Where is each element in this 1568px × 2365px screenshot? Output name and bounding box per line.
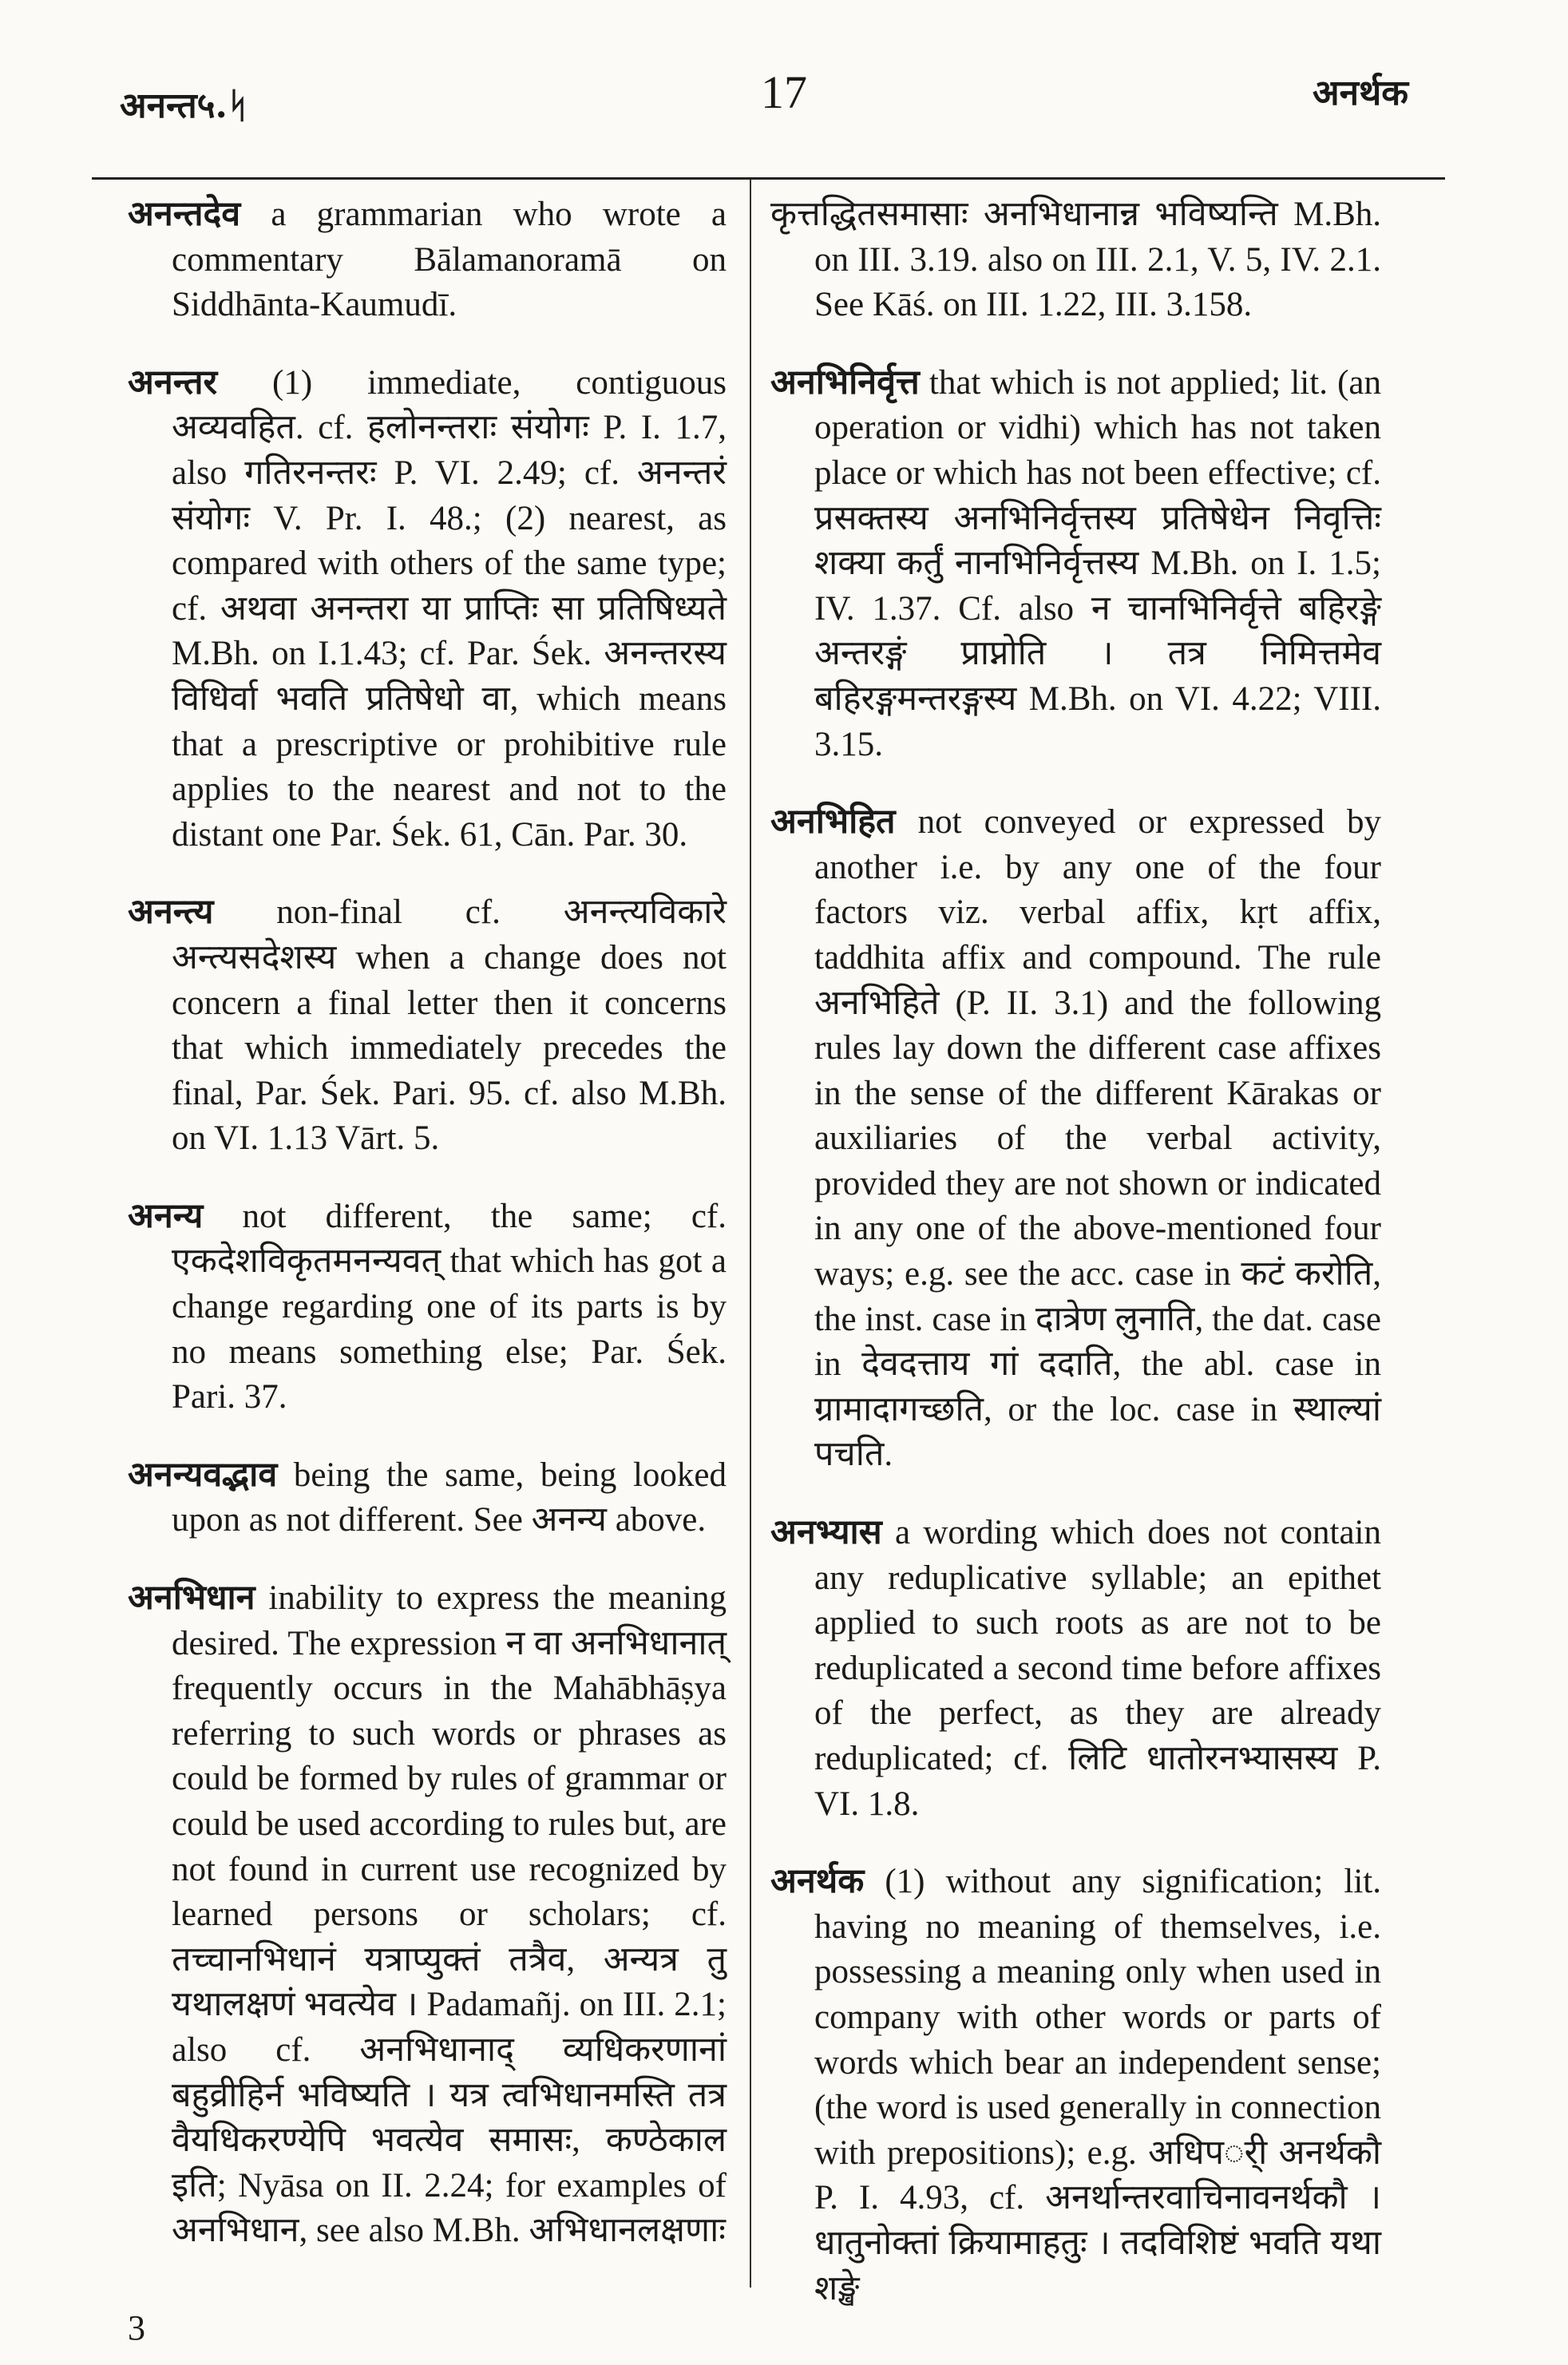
entry-headword: अनन्यवद्भाव	[128, 1454, 278, 1495]
entry-headword: अनभ्यास	[770, 1512, 882, 1553]
dictionary-entry	[128, 360, 727, 858]
signature-mark: 3	[128, 2308, 145, 2347]
entry-definition: non-final cf. अनन्त्यविकारे अन्त्यसदेशस्य when a change does not concern a final letter then it concerns that which immediately precedes the final, Par. Śek. Pari. 95. cf. also M.Bh. on VI. 1.13 Vārt. 5.	[172, 893, 727, 1158]
entry-definition: that which is not applied; lit. (an operation or vidhi) which has not taken place or which has not been effective; cf. प्रसक्तस्य अनभिनिर्वृत्तस्य प्रतिषेधेन निवृत्तिः शक्या कर्तुं नानभिनिर्वृत्तस्य M.Bh. on I. 1.5; IV. 1.37. Cf. also न चानभिनिर्वृत्ते बहिरङ्गे अन्तरङ्गं प्राप्नोति । तत्र निमित्तमेव बहिरङ्गमन्तरङ्गस्य M.Bh. on VI. 4.22; VIII. 3.15.	[814, 363, 1381, 763]
entry-headword: अनभिनिर्वृत्त	[770, 362, 920, 402]
entry-definition: कृत्तद्धितसमासाः अनभिधानान्न भविष्यन्ति M.Bh. on III. 3.19. also on III. 2.1, V. 5, IV. 2.1. See Kāś. on III. 1.22, III. 3.158.	[770, 196, 1381, 324]
entry-definition: (1) without any signification; lit. having no meaning of themselves, i.e. possessing a meaning only when used in company with other words or parts of words which bear an independent sense; (the word is used generally in connection with prepositions); e.g. अधिपर्ी अनर्थकौ P. I. 4.93, cf. अनर्थान्तरवाचिनावनर्थकौ । धातुनोक्तां क्रियामाहतुः । तदविशिष्टं भवति यथा शङ्खे	[814, 1863, 1381, 2308]
dictionary-entry-continued	[770, 192, 1381, 328]
entry-definition: (1) immediate, contiguous अव्यवहित. cf. हलोनन्तराः संयोगः P. I. 1.7, also गतिरनन्तरः P. VI. 2.49; cf. अनन्तरं संयोगः V. Pr. I. 48.; (2) nearest, as compared with others of the same type; cf. अथवा अनन्तरा या प्राप्तिः सा प्रतिषिध्यते M.Bh. on I.1.43; cf. Par. Śek. अनन्तरस्य विधिर्वा भवति प्रतिषेधो वा, which means that a prescriptive or prohibitive rule applies to the nearest and not to the distant one Par. Śek. 61, Cān. Par. 30.	[172, 363, 727, 854]
entry-definition: not different, the same; cf. एकदेशविकृतमनन्यवत् that which has got a change regarding one of its parts is by no means something else; Par. Śek. Pari. 37.	[172, 1197, 727, 1416]
dictionary-entry	[770, 360, 1381, 767]
right-column	[770, 192, 1381, 2343]
entry-definition: a grammarian who wrote a commentary Bālamanoramā on Siddhānta-Kaumudī.	[172, 196, 727, 324]
column-divider	[750, 180, 751, 2288]
entry-headword: अनभिधान	[128, 1578, 255, 1618]
entry-headword: अनन्त्य	[128, 892, 214, 933]
page-number: 17	[761, 66, 807, 118]
entry-definition: not conveyed or expressed by another i.e. by any one of the four factors viz. verbal affix, kṛt affix, taddhita affix and compound. The rule अनभिहिते (P. II. 3.1) and the following rules lay down the different case affixes in the sense of the different Kārakas or auxiliaries of the verbal activity, provided they are not shown or indicated in any one of the above-mentioned four ways; e.g. see the acc. case in कटं करोति, the inst. case in दात्रेण लुनाति, the dat. case in देवदत्ताय गां ददाति, the abl. case in ग्रामादागच्छति, or the loc. case in स्थाल्यां पचति.	[814, 803, 1381, 1474]
header-rule	[92, 177, 1445, 180]
running-header	[0, 0, 1568, 184]
right-running-head: अनर्थक	[1313, 73, 1408, 113]
dictionary-entry	[770, 1859, 1381, 2312]
entry-headword: अनर्थक	[770, 1861, 865, 1902]
dictionary-entry	[770, 799, 1381, 1478]
left-column	[128, 192, 727, 2286]
dictionary-entry	[128, 1575, 727, 2254]
entry-definition: a wording which does not contain any reduplicative syllable; an epithet applied to such roots as are not to be reduplicated a second time before affixes of the perfect, as they are already reduplicated; cf. लिटि धातोरनभ्यासस्य P. VI. 1.8.	[814, 1514, 1382, 1823]
entry-headword: अनन्य	[128, 1195, 204, 1236]
dictionary-entry	[128, 889, 727, 1162]
left-running-head: अनन्त५.ᛋ	[120, 85, 249, 126]
dictionary-entry	[128, 1194, 727, 1420]
dictionary-entry	[128, 1452, 727, 1543]
entry-headword: अनभिहित	[770, 802, 896, 842]
entry-definition: inability to express the meaning desired. The expression न वा अनभिधानात् frequently occurs in the Mahābhāṣya referring to such words or phrases as could be formed by rules of grammar or could be used according to rules but, are not found in current use recognized by learned persons or scholars; cf. तच्चानभिधानं यत्राप्युक्तं तत्रैव, अन्यत्र तु यथालक्षणं भवत्येव । Padamañj. on III. 2.1; also cf. अनभिधानाद् व्यधिकरणानां बहुव्रीहिर्न भविष्यति । यत्र त्वभिधानमस्ति तत्र वैयधिकरण्येपि भवत्येव समासः, कण्ठेकाल इति; Nyāsa on II. 2.24; for examples of अनभिधान, see also M.Bh. अभिधानलक्षणाः	[172, 1579, 727, 2250]
dictionary-entry	[770, 1510, 1381, 1827]
entry-headword: अनन्तर	[128, 362, 218, 402]
entry-headword: अनन्तदेव	[128, 194, 241, 234]
dictionary-entry	[128, 192, 727, 328]
entry-definition: being the same, being looked upon as not different. See अनन्य above.	[172, 1456, 727, 1539]
